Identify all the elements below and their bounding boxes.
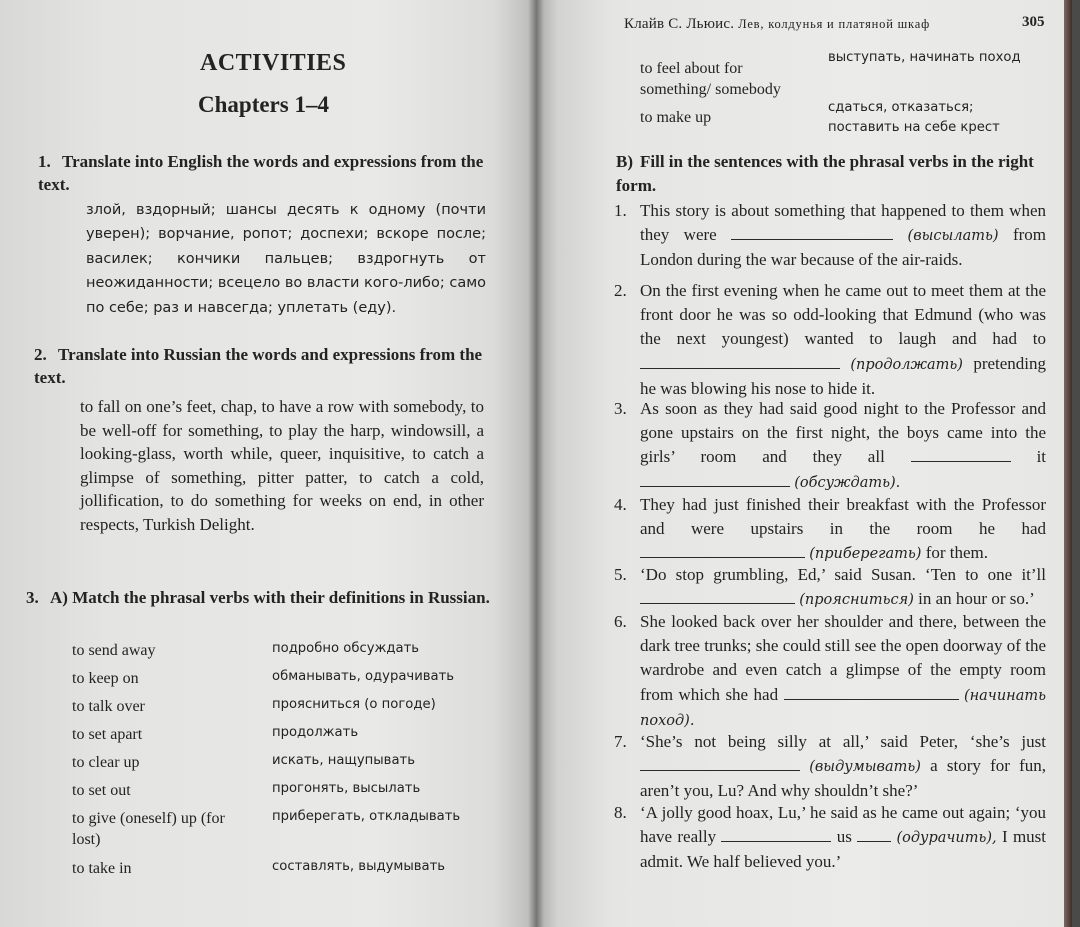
match-row (72, 666, 502, 694)
answer-blank[interactable] (857, 825, 891, 842)
answer-blank[interactable] (911, 445, 1011, 462)
sentence-number: 7. (614, 732, 627, 751)
answer-blank[interactable] (784, 683, 959, 700)
verb-hint: (высылать) (907, 228, 999, 245)
russian-definition: подробно обсуждать (272, 641, 420, 656)
match-row (72, 806, 502, 856)
russian-definition: обманывать, одурачивать (272, 669, 455, 684)
verb-hint: (приберегать) (809, 546, 922, 563)
russian-definition: сдаться, отказаться; поставить на себе крест (828, 100, 1000, 135)
book-gutter (528, 0, 544, 927)
left-page (0, 0, 536, 927)
task-1-heading (38, 150, 488, 196)
sentence-number: 5. (614, 565, 627, 584)
sentence-1 (614, 199, 1046, 273)
russian-definition: составлять, выдумывать (272, 859, 446, 874)
answer-blank[interactable] (640, 470, 790, 487)
sentence-text: On the first evening when he came out to meet them at the front door he was so odd-looking that Edmund (who was the next youngest) wanted to laugh and had to (640, 281, 1046, 349)
task-b-heading-text: Fill in the sentences with the phrasal verbs in the right form. (616, 152, 1034, 195)
phrasal-verb: to take in (72, 860, 132, 877)
running-head (624, 16, 930, 33)
answer-blank[interactable] (721, 825, 831, 842)
sentence-text: ‘Do stop grumbling, Ed,’ said Susan. ‘Ten to one it’ll (640, 565, 1046, 584)
sentence-8 (614, 801, 1046, 897)
phrasal-verb: to send away (72, 642, 156, 659)
task-2-body: to fall on one’s feet, chap, to have a row with somebody, to be well-off for something, to play the harp, windowsill, a looking-glass, worth while, queer, inquisitive, to catch a glimpse of something, pitter patter, to catch a cold, jollification, to do something for weeks on end, in other respects, Turkish Delight. (80, 397, 484, 534)
sentence-text: As soon as they had said good night to the Professor and gone upstairs on the first night, the boys came into the girls’ room and they all (640, 399, 1046, 467)
task-1-number: 1. (38, 152, 51, 171)
sentence-7 (614, 730, 1046, 802)
answer-blank[interactable] (731, 223, 893, 240)
verb-hint: (обсуждать). (794, 474, 901, 491)
russian-definition: продолжать (272, 725, 359, 740)
task-2-number: 2. (34, 345, 47, 364)
phrasal-verb: to set out (72, 782, 131, 799)
page-number: 305 (1022, 14, 1045, 30)
sentence-text: us (836, 827, 852, 847)
sentence-number: 4. (614, 495, 627, 514)
match-row (72, 722, 502, 750)
sentence-number: 6. (614, 612, 627, 631)
task-3-number: 3. (26, 588, 39, 607)
match-row (72, 694, 502, 722)
russian-definition: приберегать, откладывать (272, 809, 461, 824)
task-1-heading-text: Translate into English the words and expressions from the text. (38, 152, 484, 194)
answer-blank[interactable] (640, 352, 840, 369)
right-page (536, 0, 1072, 927)
sentence-text: This story is about something that happened to them when they were (640, 201, 1046, 245)
sentence-text: for them. (925, 543, 989, 563)
sentence-number: 2. (614, 281, 627, 300)
phrasal-verb: to clear up (72, 754, 140, 771)
answer-blank[interactable] (640, 587, 795, 604)
task-b-heading (616, 150, 1056, 198)
sentence-text: ‘She’s not being silly at all,’ said Peter, ‘she’s just (640, 732, 1046, 751)
task-2-heading-text: Translate into Russian the words and expressions from the text. (34, 345, 483, 387)
sentence-text: it (1036, 447, 1047, 467)
verb-hint: (одурачить), (896, 830, 997, 847)
running-head-book: Лев, колдунья и платяной шкаф (738, 17, 930, 31)
phrasal-verb: to set apart (72, 726, 143, 743)
sentence-text: They had just finished their breakfast with the Professor and were upstairs in the room he had (640, 495, 1046, 539)
match-table (72, 638, 502, 884)
match-row (72, 638, 502, 666)
verb-hint: (начинать поход). (640, 687, 1047, 729)
answer-blank[interactable] (640, 541, 805, 558)
task-3-heading (26, 586, 496, 609)
sentence-6 (614, 610, 1046, 730)
russian-definition: искать, нащупывать (272, 753, 415, 768)
russian-definition: прогонять, высылать (272, 781, 421, 796)
book-cover-edge (1064, 0, 1072, 927)
sentence-text: I must admit. We half believed you.’ (640, 827, 1047, 872)
sentence-text: pretending he was blowing his nose to hide it. (640, 353, 1047, 398)
phrasal-verb: to keep on (72, 670, 139, 687)
sentence-text: from London during the war because of the air-raids. (640, 225, 1046, 270)
running-head-author: Клайв С. Льюис. (624, 16, 735, 32)
match-row (72, 778, 502, 806)
task-b-label: B) (616, 152, 633, 171)
sentence-5 (614, 563, 1046, 611)
task-3-heading-text: A) Match the phrasal verbs with their definitions in Russian. (50, 588, 490, 607)
match-row (72, 856, 502, 884)
sentence-text: She looked back over her shoulder and there, between the dark tree trunks; she could still see the open doorway of the wardrobe and even catch a glimpse of the empty room from which she had (640, 612, 1046, 704)
phrasal-verb: to feel about for something/ somebody (640, 60, 781, 98)
match-row (72, 750, 502, 778)
sentence-text: in an hour or so.’ (918, 589, 1035, 609)
sentence-number: 8. (614, 803, 627, 822)
russian-definition: проясниться (о погоде) (272, 697, 436, 712)
verb-hint: (продолжать) (850, 356, 963, 373)
sentence-number: 3. (614, 399, 627, 418)
phrasal-verb: to give (oneself) up (for lost) (72, 810, 225, 848)
answer-blank[interactable] (640, 754, 800, 771)
phrasal-verb: to talk over (72, 698, 145, 715)
russian-definition: выступать, начинать поход (828, 50, 1021, 65)
sentence-text: a story for fun, aren’t you, Lu? And why shouldn’t she?’ (640, 756, 1047, 801)
page-title: ACTIVITIES (200, 50, 347, 76)
sentence-4 (614, 493, 1046, 565)
sentence-3 (614, 397, 1046, 493)
sentence-number: 1. (614, 201, 627, 220)
sentence-text: ‘A jolly good hoax, Lu,’ he said as he came out again; ‘you have really (640, 803, 1046, 847)
task-2-heading (34, 343, 488, 389)
task-1-body: злой, вздорный; шансы десять к одному (почти уверен); ворчание, ропот; доспехи; вскоре после; василек; кончики пальцев; вздрогнуть от неожиданности; всецело во власти кого-либо; само по себе; раз и навсегда; уплетать (еду). (86, 202, 487, 316)
verb-hint: (выдумывать) (809, 759, 921, 776)
verb-hint: (проясниться) (799, 592, 914, 609)
sentence-2 (614, 279, 1046, 399)
phrasal-verb: to make up (640, 109, 712, 126)
chapters-subtitle: Chapters 1–4 (198, 92, 329, 117)
